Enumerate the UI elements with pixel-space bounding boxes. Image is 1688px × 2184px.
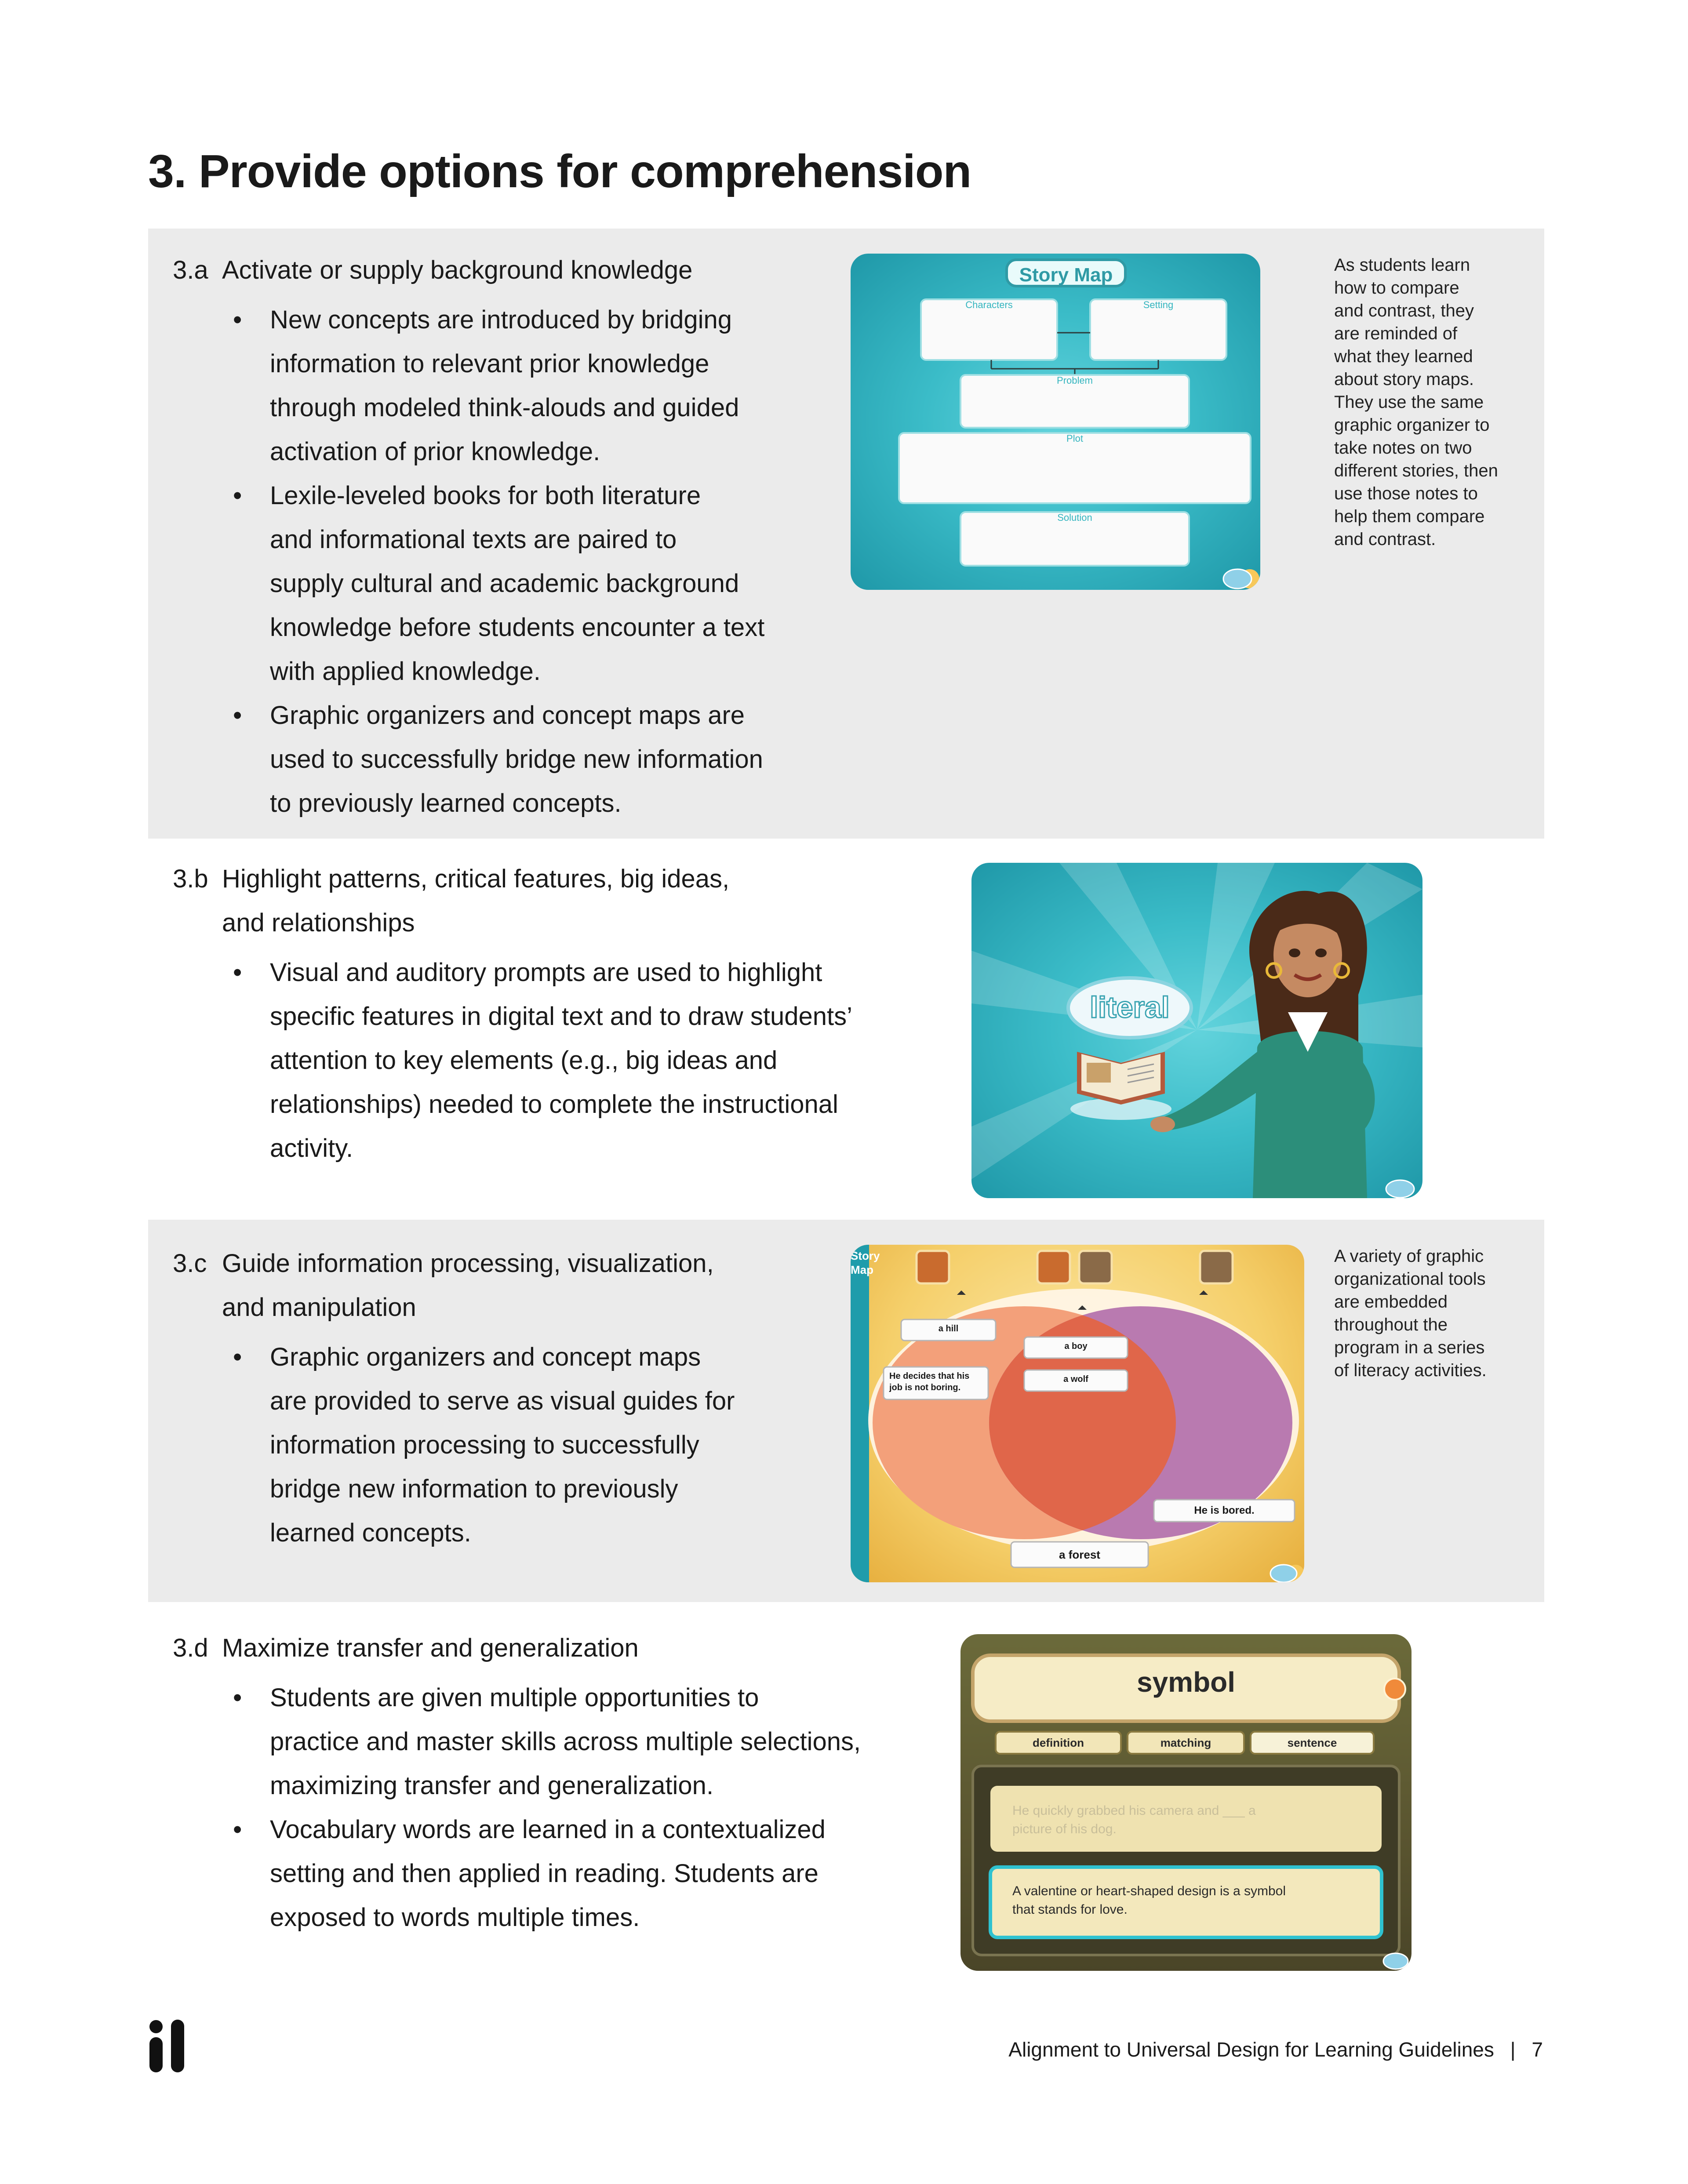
venn-card-a-boy[interactable]: a boy xyxy=(1064,1341,1088,1351)
story-map-screenshot xyxy=(851,254,1260,590)
literal-screenshot xyxy=(971,863,1422,1198)
caption-3c: A variety of graphic organizational tools are embedded throughout the program in a series of literacy activities. xyxy=(1334,1246,1487,1380)
vocabulary-screenshot xyxy=(960,1634,1412,1971)
book-icon xyxy=(1070,1052,1171,1120)
sentence-option-1-line1[interactable]: He quickly grabbed his camera and ___ a xyxy=(1012,1803,1256,1818)
list-item: • New concepts are introduced by bridging information to relevant prior knowledge through modeled think-alouds and guided activation of prior knowledge. xyxy=(233,305,739,466)
section-heading-text: Maximize transfer and generalization xyxy=(222,1634,639,1662)
list-item: • Visual and auditory prompts are used to highlight specific features in digital text and to draw students’ attention to key elements (e.g., big ideas and relationships) needed to complete the instructional activity. xyxy=(233,958,853,1163)
literal-illustration xyxy=(971,863,1422,1198)
section-number: 3.d xyxy=(173,1634,208,1662)
section-heading-text: Activate or supply background knowledge xyxy=(222,256,693,284)
sentence-option-1-line2[interactable]: picture of his dog. xyxy=(1012,1822,1117,1836)
venn-card-job-line1[interactable]: He decides that his xyxy=(889,1371,970,1381)
vocab-word: symbol xyxy=(1136,1666,1236,1698)
section-number: 3.b xyxy=(173,865,208,893)
venn-side-tab-line2[interactable]: Map xyxy=(851,1263,873,1276)
list-item: • Graphic organizers and concept maps are used to successfully bridge new information to previously learned concepts. xyxy=(233,701,763,818)
story-map-title: Story Map xyxy=(1019,264,1113,286)
section-heading-3a xyxy=(173,248,692,292)
list-item: • Students are given multiple opportunities to practice and master skills across multiple selections, maximizing transfer and generalization. xyxy=(233,1683,861,1800)
bullet-list-3d xyxy=(233,1676,861,1940)
story-map-label-solution: Solution xyxy=(1057,512,1092,523)
tab-definition[interactable]: definition xyxy=(1033,1736,1084,1749)
venn-screenshot xyxy=(851,1245,1304,1582)
tab-sentence[interactable]: sentence xyxy=(1287,1736,1337,1749)
story-map-label-setting: Setting xyxy=(1143,299,1174,310)
section-heading-3c xyxy=(173,1242,714,1330)
tab-matching[interactable]: matching xyxy=(1160,1736,1211,1749)
bullet-list-3a xyxy=(233,298,764,825)
story-map-label-plot: Plot xyxy=(1066,433,1083,444)
bullet-list-3b xyxy=(233,951,852,1170)
list-item: • Vocabulary words are learned in a contextualized setting and then applied in reading. Students are exposed to words multiple times. xyxy=(233,1815,826,1932)
section-heading-text: Guide information processing, visualization, xyxy=(222,1249,714,1278)
venn-card-job-line2[interactable]: job is not boring. xyxy=(889,1383,961,1392)
page-number: 7 xyxy=(1532,2038,1543,2061)
footer-separator: | xyxy=(1510,2038,1516,2061)
section-heading-text: Highlight patterns, critical features, big ideas, xyxy=(222,865,730,893)
literal-word: literal xyxy=(1090,991,1170,1024)
section-heading-text-line2: and relationships xyxy=(222,908,415,937)
list-item: • Lexile-leveled books for both literature and informational texts are paired to supply cultural and academic background knowledge before students encounter a text with applied knowledge. xyxy=(233,481,765,686)
story-map-label-characters: Characters xyxy=(965,299,1013,310)
bullet-list-3c xyxy=(233,1335,735,1555)
venn-card-a-forest[interactable]: a forest xyxy=(1059,1548,1100,1561)
page-title: 3. Provide options for comprehension xyxy=(148,145,971,197)
venn-side-tab-line1[interactable]: Story xyxy=(851,1249,880,1262)
sentence-option-2-line1[interactable]: A valentine or heart-shaped design is a symbol xyxy=(1012,1884,1286,1898)
section-heading-text-line2: and manipulation xyxy=(222,1293,416,1322)
character-avatars xyxy=(917,1251,1233,1283)
venn-diagram xyxy=(851,1245,1304,1582)
venn-card-a-wolf[interactable]: a wolf xyxy=(1063,1374,1088,1384)
story-map-label-problem: Problem xyxy=(1057,375,1093,386)
venn-card-he-is-bored[interactable]: He is bored. xyxy=(1194,1504,1255,1516)
section-number: 3.a xyxy=(173,256,208,284)
caption-3a: As students learn how to compare and contrast, they are reminded of what they learned about story maps. They use the same graphic organizer to take notes on two different stories, then use those notes to help them compare and contrast. xyxy=(1334,255,1498,549)
section-heading-3b xyxy=(173,857,729,945)
footer-title: Alignment to Universal Design for Learning Guidelines xyxy=(1008,2038,1494,2061)
section-heading-3d xyxy=(173,1626,639,1670)
venn-card-a-hill[interactable]: a hill xyxy=(938,1324,959,1334)
sentence-option-2-line2[interactable]: that stands for love. xyxy=(1012,1902,1128,1917)
imagine-learning-logo xyxy=(148,2020,186,2075)
section-number: 3.c xyxy=(173,1249,207,1278)
list-item: • Graphic organizers and concept maps are provided to serve as visual guides for information processing to successfully bridge new information to previously learned concepts. xyxy=(233,1343,735,1547)
teacher-character xyxy=(1150,891,1375,1198)
footer xyxy=(1008,2038,1543,2061)
